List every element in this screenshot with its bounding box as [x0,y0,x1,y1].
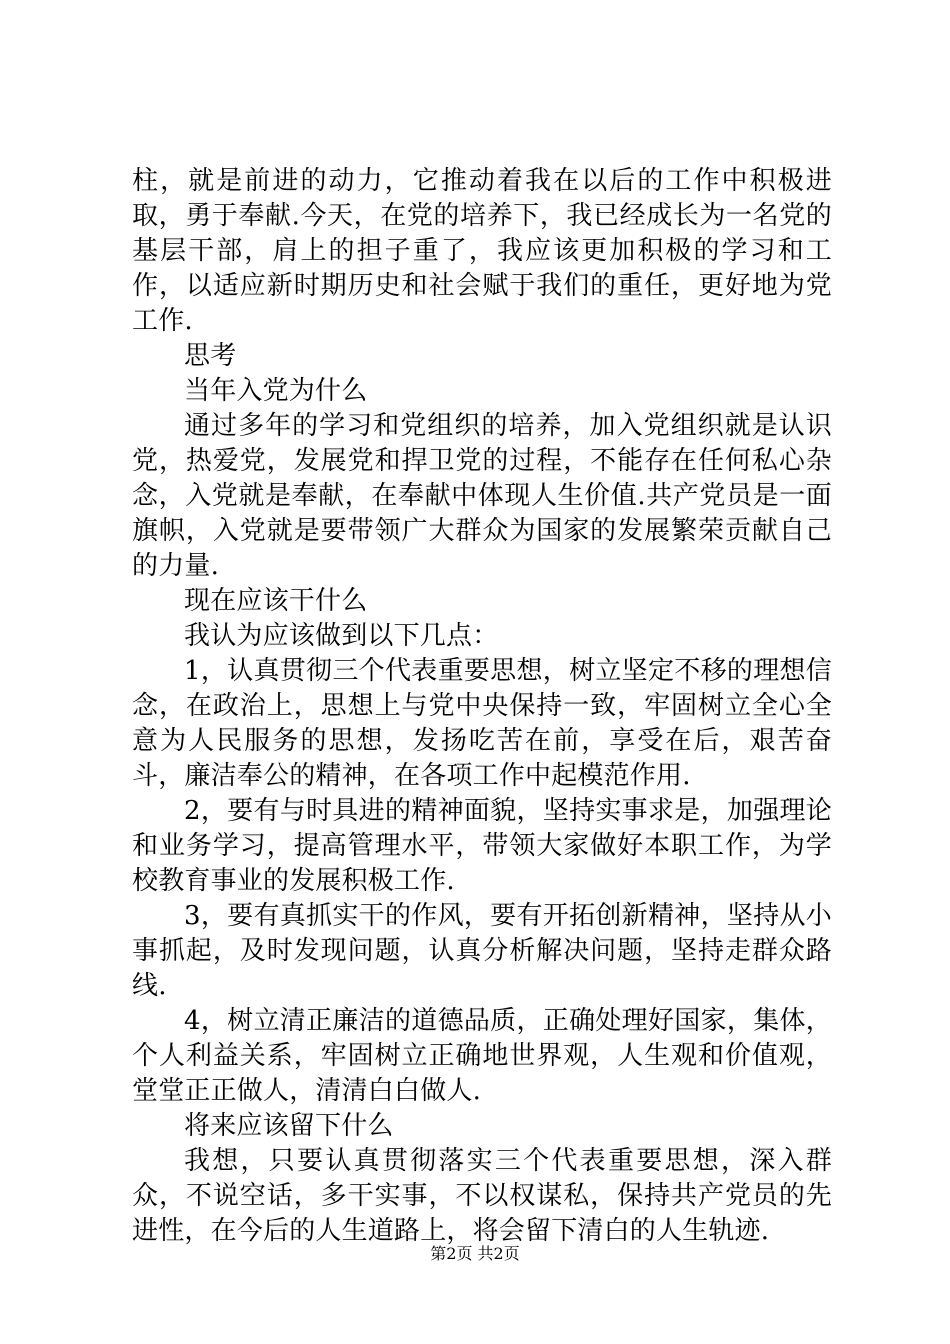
paragraph-continuation: 柱，就是前进的动力，它推动着我在以后的工作中积极进取，勇于奉献.今天，在党的培养下，我已经成长为一名党的基层干部，肩上的担子重了，我应该更加积极的学习和工作，以适应新时期历史和社会赋于我们的重任，更好地为党工作. [132,166,832,336]
paragraph-intro-points: 我认为应该做到以下几点： [184,621,499,651]
paragraph-point-3: 3，要有真抓实干的作风，要有开拓创新精神，坚持从小事抓起，及时发现问题，认真分析解决问题，坚持走群众路线. [132,901,832,1001]
paragraph-point-2: 2，要有与时具进的精神面貌，坚持实事求是，加强理论和业务学习，提高管理水平，带领大家做好本职工作，为学校教育事业的发展积极工作. [132,796,832,896]
page-number-footer: 第2页 共2页 [430,1244,520,1263]
heading-why-join: 当年入党为什么 [184,376,368,406]
paragraph-why-join: 通过多年的学习和党组织的培养，加入党组织就是认识党，热爱党，发展党和捍卫党的过程，不能存在任何私心杂念，入党就是奉献，在奉献中体现人生价值.共产党员是一面旗帜，入党就是要带领广大群众为国家的发展繁荣贡献自己的力量. [132,411,832,581]
heading-future: 将来应该留下什么 [184,1111,394,1141]
paragraph-future: 我想，只要认真贯彻落实三个代表重要思想，深入群众，不说空话，多干实事，不以权谋私，保持共产党员的先进性，在今后的人生道路上，将会留下清白的人生轨迹. [132,1146,832,1246]
document-body [132,164,832,1249]
paragraph-point-4: 4，树立清正廉洁的道德品质，正确处理好国家，集体，个人利益关系，牢固树立正确地世界观，人生观和价值观，堂堂正正做人，清清白白做人. [132,1006,832,1106]
heading-reflection: 思考 [184,341,237,371]
paragraph-point-1: 1，认真贯彻三个代表重要思想，树立坚定不移的理想信念，在政治上，思想上与党中央保持一致，牢固树立全心全意为人民服务的思想，发扬吃苦在前，享受在后，艰苦奋斗，廉洁奉公的精神，在各项工作中起模范作用. [132,656,832,791]
heading-what-now: 现在应该干什么 [184,586,368,616]
